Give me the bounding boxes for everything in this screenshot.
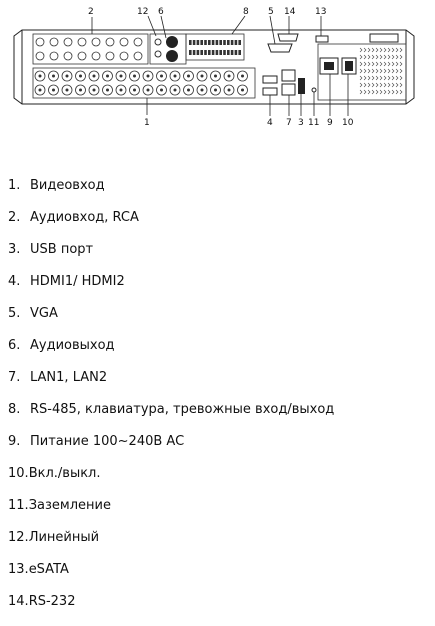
vent-slot <box>380 76 382 80</box>
vent-slot <box>372 62 374 66</box>
vent-slot <box>372 90 374 94</box>
vent-slot <box>380 83 382 87</box>
vent-slot <box>384 69 386 73</box>
legend-text: Заземление <box>28 498 111 513</box>
rca-connector <box>106 52 114 60</box>
vent-slot <box>360 48 362 52</box>
rca-connector <box>78 52 86 60</box>
rca-connector <box>106 38 114 46</box>
terminal-pin <box>189 50 192 55</box>
terminal-pin <box>238 50 241 55</box>
terminal-pin <box>216 50 219 55</box>
legend-number: 10. <box>8 466 29 481</box>
vent-slot <box>388 69 390 73</box>
bnc-pin <box>241 75 244 78</box>
terminal-pin <box>193 50 196 55</box>
vent-slot <box>380 69 382 73</box>
vent-slot <box>392 48 394 52</box>
rca-connector <box>134 38 142 46</box>
vent-slot <box>372 83 374 87</box>
vent-slot <box>368 90 370 94</box>
vent-slot <box>400 69 402 73</box>
callout-12: 12 <box>137 7 149 17</box>
callout-10: 10 <box>342 118 354 128</box>
terminal-pin <box>235 40 238 45</box>
callout-3: 3 <box>298 118 304 128</box>
legend-number: 1. <box>8 178 21 193</box>
vent-slot <box>368 83 370 87</box>
legend-item <box>8 594 75 610</box>
vent-slot <box>368 69 370 73</box>
bnc-pin <box>187 75 190 78</box>
rca-connector <box>78 38 86 46</box>
rear-panel-diagram <box>0 0 435 130</box>
vent-slot <box>376 83 378 87</box>
vent-slot <box>400 48 402 52</box>
legend-number: 13. <box>8 562 29 577</box>
vent-slot <box>360 83 362 87</box>
vent-slot <box>392 76 394 80</box>
rca-connector <box>92 38 100 46</box>
vent-slot <box>360 76 362 80</box>
legend-text: Аудиовход, RCA <box>30 210 139 225</box>
terminal-pin <box>204 50 207 55</box>
callout-6: 6 <box>158 7 164 17</box>
bnc-pin <box>187 89 190 92</box>
vent-slot <box>388 55 390 59</box>
callout-11: 11 <box>308 118 320 128</box>
vent-slot <box>376 76 378 80</box>
terminal-pin <box>235 50 238 55</box>
rs232-port <box>278 34 298 41</box>
vent-slot <box>384 90 386 94</box>
vent-slot <box>364 55 366 59</box>
vent-slot <box>380 90 382 94</box>
legend-text: Линейный <box>28 530 100 545</box>
terminal-pin <box>208 40 211 45</box>
terminal-pin <box>197 50 200 55</box>
bnc-pin <box>52 75 55 78</box>
power-area <box>318 34 406 100</box>
terminal-pin <box>200 50 203 55</box>
legend-item <box>8 402 334 418</box>
vent-slot <box>392 55 394 59</box>
rca-connector <box>36 38 44 46</box>
legend-text: Питание 100~240В AC <box>30 434 185 449</box>
vent-slot <box>376 48 378 52</box>
vent-slot <box>388 48 390 52</box>
lan-ports <box>282 70 295 95</box>
legend-item <box>8 498 111 514</box>
vent-slot <box>392 62 394 66</box>
vent-slot <box>396 69 398 73</box>
terminal-pin <box>231 50 234 55</box>
vent-slot <box>388 90 390 94</box>
esata-port <box>316 36 328 42</box>
leader-lines <box>92 16 348 116</box>
legend-item <box>8 562 69 578</box>
vent-slot <box>396 48 398 52</box>
vent-slot <box>392 90 394 94</box>
callout-1: 1 <box>144 118 150 128</box>
vent-slot <box>364 69 366 73</box>
vga-port <box>268 44 292 52</box>
rca-connector <box>134 52 142 60</box>
vent-slot <box>380 55 382 59</box>
vent-slot <box>400 76 402 80</box>
rca-connector <box>120 38 128 46</box>
legend-number: 8. <box>8 402 21 417</box>
terminal-block <box>186 34 244 60</box>
vent-slot <box>372 69 374 73</box>
rca-connector <box>64 38 72 46</box>
vent-slot <box>388 62 390 66</box>
bnc-pin <box>79 75 82 78</box>
vent-slot <box>360 55 362 59</box>
terminal-pin <box>208 50 211 55</box>
legend-number: 9. <box>8 434 21 449</box>
legend-item <box>8 370 107 386</box>
bnc-pin <box>160 89 163 92</box>
legend-number: 5. <box>8 306 21 321</box>
terminal-pin <box>238 40 241 45</box>
vent-slot <box>384 83 386 87</box>
vent-slot <box>360 69 362 73</box>
legend-item <box>8 338 115 354</box>
callout-2: 2 <box>88 7 94 17</box>
legend-number: 3. <box>8 242 21 257</box>
vent-slot <box>364 90 366 94</box>
rca-connector <box>92 52 100 60</box>
bnc-pin <box>120 89 123 92</box>
terminal-pin <box>219 50 222 55</box>
terminal-pin <box>219 40 222 45</box>
bnc-pin <box>120 75 123 78</box>
vent-slot <box>384 55 386 59</box>
bnc-pin <box>201 89 204 92</box>
rca-connector <box>50 52 58 60</box>
bnc-pin <box>39 89 42 92</box>
callout-5: 5 <box>268 7 274 17</box>
terminal-pin <box>223 40 226 45</box>
vent-slot <box>364 62 366 66</box>
vent-slot <box>372 55 374 59</box>
legend-text: LAN1, LAN2 <box>30 370 108 385</box>
legend-item <box>8 242 93 258</box>
terminal-pin <box>212 50 215 55</box>
rca-connector <box>36 52 44 60</box>
vent-slot <box>396 55 398 59</box>
vent-slot <box>380 62 382 66</box>
vent-slot <box>400 62 402 66</box>
bnc-pin <box>79 89 82 92</box>
vent-slot <box>396 83 398 87</box>
vent-slot <box>368 62 370 66</box>
vent-slot <box>364 48 366 52</box>
terminal-pin <box>193 40 196 45</box>
vent-slot <box>376 90 378 94</box>
bnc-pin <box>133 75 136 78</box>
vent-slot <box>376 69 378 73</box>
bnc-pin <box>106 89 109 92</box>
terminal-pin <box>223 50 226 55</box>
vent-slot <box>396 76 398 80</box>
bnc-pin <box>66 89 69 92</box>
vent-slot <box>376 55 378 59</box>
terminal-pin <box>227 40 230 45</box>
legend-item <box>8 434 184 450</box>
bnc-pin <box>214 75 217 78</box>
bnc-pin <box>147 75 150 78</box>
usb-port <box>298 78 305 94</box>
audio-input-block <box>33 34 148 64</box>
bnc-pin <box>52 89 55 92</box>
vent-slot <box>384 48 386 52</box>
legend-text: Аудиовыход <box>30 338 115 353</box>
terminal-pin <box>212 40 215 45</box>
hdmi-ports <box>263 76 277 95</box>
bnc-pin <box>174 75 177 78</box>
legend-item <box>8 274 125 290</box>
callout-7: 7 <box>286 118 292 128</box>
bnc-pin <box>241 89 244 92</box>
legend-text: USB порт <box>30 242 94 257</box>
legend-text: HDMI1/ HDMI2 <box>30 274 125 289</box>
bnc-pin <box>93 89 96 92</box>
bnc-pin <box>133 89 136 92</box>
vent-slot <box>360 62 362 66</box>
bnc-pin <box>228 89 231 92</box>
callout-9: 9 <box>327 118 333 128</box>
legend-item <box>8 530 99 546</box>
bnc-pin <box>66 75 69 78</box>
legend-number: 2. <box>8 210 21 225</box>
bnc-pin <box>174 89 177 92</box>
legend-number: 4. <box>8 274 21 289</box>
legend-number: 12. <box>8 530 29 545</box>
vent-slot <box>400 55 402 59</box>
vent-slot <box>372 48 374 52</box>
callout-4: 4 <box>267 118 273 128</box>
bnc-pin <box>93 75 96 78</box>
rca-connector <box>120 52 128 60</box>
callout-13: 13 <box>315 7 327 17</box>
vent-slot <box>384 76 386 80</box>
terminal-pin <box>216 40 219 45</box>
bnc-pin <box>214 89 217 92</box>
terminal-pin <box>231 40 234 45</box>
bnc-pin <box>147 89 150 92</box>
vent-slot <box>368 55 370 59</box>
vent-slot <box>364 76 366 80</box>
callout-8: 8 <box>243 7 249 17</box>
vent-slot <box>392 69 394 73</box>
vent-slot <box>380 48 382 52</box>
vent-slot <box>400 83 402 87</box>
legend-number: 7. <box>8 370 21 385</box>
bnc-pin <box>106 75 109 78</box>
legend-item <box>8 178 105 194</box>
vent-slot <box>376 62 378 66</box>
vent-slot <box>388 76 390 80</box>
vent-slot <box>400 90 402 94</box>
terminal-pin <box>189 40 192 45</box>
vent-slot <box>364 83 366 87</box>
legend-item <box>8 466 101 482</box>
terminal-pin <box>227 50 230 55</box>
bnc-pin <box>228 75 231 78</box>
terminal-pin <box>204 40 207 45</box>
bnc-pin <box>39 75 42 78</box>
legend-text: Видеовход <box>30 178 105 193</box>
legend-text: RS-485, клавиатура, тревожные вход/выход <box>30 402 335 417</box>
legend-text: eSATA <box>28 562 69 577</box>
vent-slot <box>388 83 390 87</box>
terminal-pin <box>197 40 200 45</box>
legend-item <box>8 210 139 226</box>
vent-slot <box>396 90 398 94</box>
legend-number: 11. <box>8 498 29 513</box>
legend-item <box>8 306 58 322</box>
vent-slot <box>396 62 398 66</box>
legend-number: 6. <box>8 338 21 353</box>
bnc-pin <box>201 75 204 78</box>
callout-14: 14 <box>284 7 296 17</box>
video-input-block <box>33 68 255 98</box>
vent-slot <box>372 76 374 80</box>
vent-slot <box>392 83 394 87</box>
audio-output-block <box>150 34 186 64</box>
rca-connector <box>50 38 58 46</box>
rca-connector <box>64 52 72 60</box>
vent-slot <box>368 48 370 52</box>
legend-text: VGA <box>30 306 58 321</box>
bnc-pin <box>160 75 163 78</box>
ground-terminal <box>312 88 316 92</box>
vent-slot <box>360 90 362 94</box>
vent-slot <box>384 62 386 66</box>
terminal-pin <box>200 40 203 45</box>
legend-text: Вкл./выкл. <box>28 466 101 481</box>
legend-number: 14. <box>8 594 29 609</box>
vent-slot <box>368 76 370 80</box>
legend-text: RS-232 <box>28 594 76 609</box>
